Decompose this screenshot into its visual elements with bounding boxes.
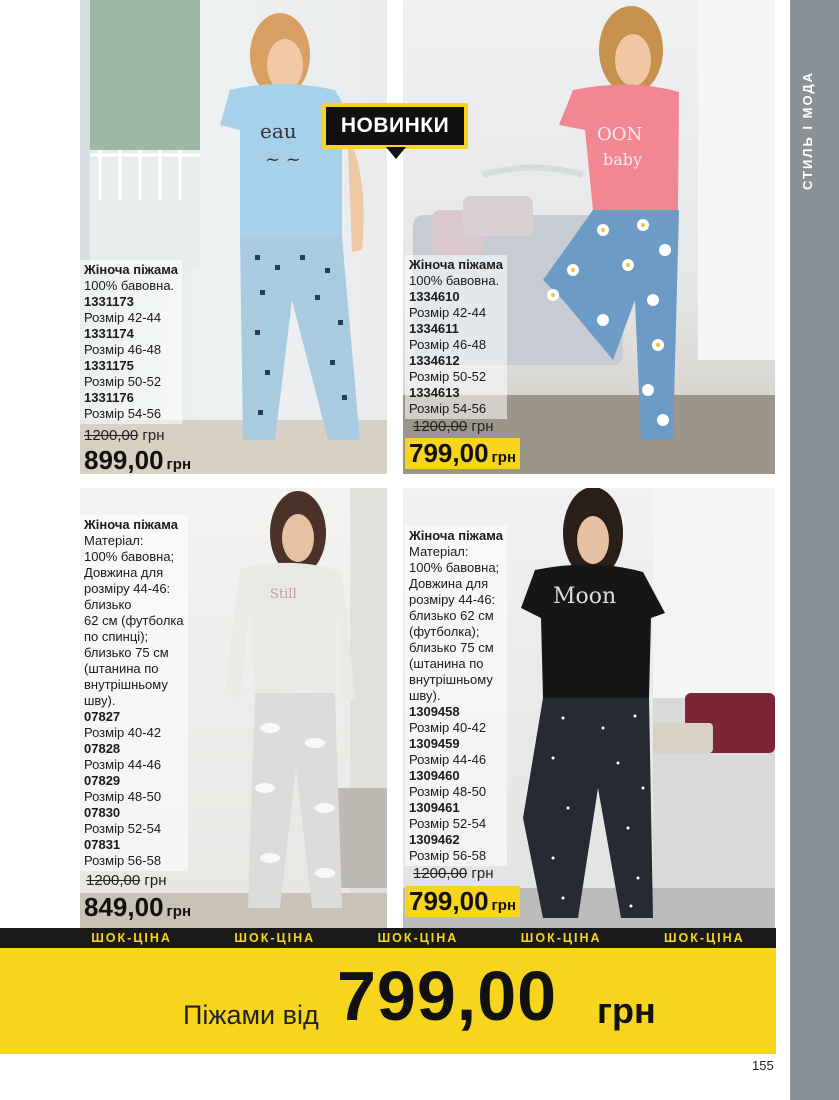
svg-text:eau: eau <box>260 119 297 143</box>
svg-text:baby: baby <box>603 150 643 169</box>
size-line: Розмір 54-56 <box>409 401 487 416</box>
sku-line: 1331176 <box>84 390 134 405</box>
product-title-3: Жіноча піжама <box>84 517 178 532</box>
size-line: Розмір 40-42 <box>409 720 487 735</box>
product-photo-4 <box>403 488 775 928</box>
shock-price-bar <box>0 928 776 948</box>
size-line: Розмір 40-42 <box>84 725 162 740</box>
price-2: 799,00 грн <box>405 438 520 469</box>
material-line: 100% бавовна; <box>409 560 500 575</box>
product-material-2: 100% бавовна. <box>409 273 500 288</box>
size-line: Розмір 42-44 <box>409 305 487 320</box>
product-photo-2 <box>403 0 775 474</box>
sku-line: 07828 <box>84 741 121 756</box>
sku-line: 1309461 <box>409 800 460 815</box>
product-description-2 <box>405 255 507 419</box>
section-label: СТИЛЬ І МОДА <box>800 70 815 190</box>
material-line: близько 62 см <box>409 608 494 623</box>
old-price-2: 1200,00 грн <box>413 418 494 435</box>
size-line: Розмір 44-46 <box>409 752 487 767</box>
material-line: шву). <box>409 688 441 703</box>
material-line: близько <box>84 597 132 612</box>
badge-pointer <box>386 147 406 159</box>
svg-text:Moon: Moon <box>553 584 617 609</box>
svg-text:~ ~: ~ ~ <box>265 149 301 170</box>
size-line: Розмір 46-48 <box>84 342 162 357</box>
shock-price-label: ШОК-ЦІНА <box>377 931 459 945</box>
material-line: по спинці); <box>84 629 149 644</box>
product-description-4 <box>405 526 507 866</box>
shock-price-label: ШОК-ЦІНА <box>663 931 745 945</box>
size-line: Розмір 50-52 <box>84 374 162 389</box>
old-price-4: 1200,00 грн <box>413 865 494 882</box>
product-description-1 <box>80 260 182 424</box>
old-price-1: 1200,00 грн <box>84 427 165 444</box>
new-badge-label: НОВИНКИ <box>326 107 464 145</box>
size-line: Розмір 48-50 <box>409 784 487 799</box>
product-material-1: 100% бавовна. <box>84 278 175 293</box>
material-line: 62 см (футболка <box>84 613 184 628</box>
old-price-3: 1200,00 грн <box>86 872 167 889</box>
svg-text:OON: OON <box>597 124 643 145</box>
price-1: 899,00 грн <box>84 445 192 474</box>
material-line: внутрішньому <box>409 672 493 687</box>
product-title-4: Жіноча піжама <box>409 528 503 543</box>
shock-price-label: ШОК-ЦІНА <box>234 931 316 945</box>
promo-label: Піжами від <box>183 1000 319 1030</box>
sku-line: 07827 <box>84 709 121 724</box>
sku-line: 07831 <box>84 837 121 852</box>
sku-line: 1309460 <box>409 768 460 783</box>
material-line: внутрішньому <box>84 677 168 692</box>
material-line: розміру 44-46: <box>409 592 496 607</box>
product-title-1: Жіноча піжама <box>84 262 178 277</box>
product-photo-3 <box>80 488 387 928</box>
sku-line: 1334613 <box>409 385 460 400</box>
sku-line: 1309459 <box>409 736 460 751</box>
sku-line: 07829 <box>84 773 121 788</box>
sku-line: 1309462 <box>409 832 460 847</box>
sku-line: 1309458 <box>409 704 460 719</box>
material-line: Довжина для <box>84 565 164 580</box>
svg-text:Still: Still <box>270 587 297 602</box>
material-line: (штанина по <box>409 656 484 671</box>
size-line: Розмір 42-44 <box>84 310 162 325</box>
promo-currency: грн <box>597 990 656 1031</box>
size-line: Розмір 54-56 <box>84 406 162 421</box>
size-line: Розмір 44-46 <box>84 757 162 772</box>
sku-line: 1334612 <box>409 353 460 368</box>
promo-price: 799,00 <box>337 957 558 1035</box>
material-line: Довжина для <box>409 576 489 591</box>
product-photo-1 <box>80 0 387 474</box>
material-line: 100% бавовна; <box>84 549 175 564</box>
material-line: близько 75 см <box>409 640 494 655</box>
sku-line: 1331174 <box>84 326 134 341</box>
size-line: Розмір 50-52 <box>409 369 487 384</box>
material-line: розміру 44-46: <box>84 581 171 596</box>
shock-price-label: ШОК-ЦІНА <box>520 931 602 945</box>
material-line: (футболка); <box>409 624 480 639</box>
sku-line: 1334610 <box>409 289 460 304</box>
price-4: 799,00 грн <box>405 886 520 917</box>
size-line: Розмір 48-50 <box>84 789 162 804</box>
size-line: Розмір 52-54 <box>409 816 487 831</box>
sku-line: 1331175 <box>84 358 134 373</box>
material-line: шву). <box>84 693 116 708</box>
price-3: 849,00 грн <box>84 892 192 922</box>
material-line: (штанина по <box>84 661 159 676</box>
page-number: 155 <box>752 1058 774 1073</box>
new-badge <box>322 103 468 149</box>
size-line: Розмір 56-58 <box>84 853 162 868</box>
material-line: Матеріал: <box>409 544 469 559</box>
size-line: Розмір 56-58 <box>409 848 487 863</box>
material-line: Матеріал: <box>84 533 144 548</box>
product-title-2: Жіноча піжама <box>409 257 503 272</box>
product-description-3 <box>80 515 188 871</box>
size-line: Розмір 52-54 <box>84 821 162 836</box>
sku-line: 1334611 <box>409 321 459 336</box>
material-line: близько 75 см <box>84 645 169 660</box>
sku-line: 07830 <box>84 805 121 820</box>
shock-price-label: ШОК-ЦІНА <box>91 931 172 945</box>
size-line: Розмір 46-48 <box>409 337 487 352</box>
sku-line: 1331173 <box>84 294 134 309</box>
